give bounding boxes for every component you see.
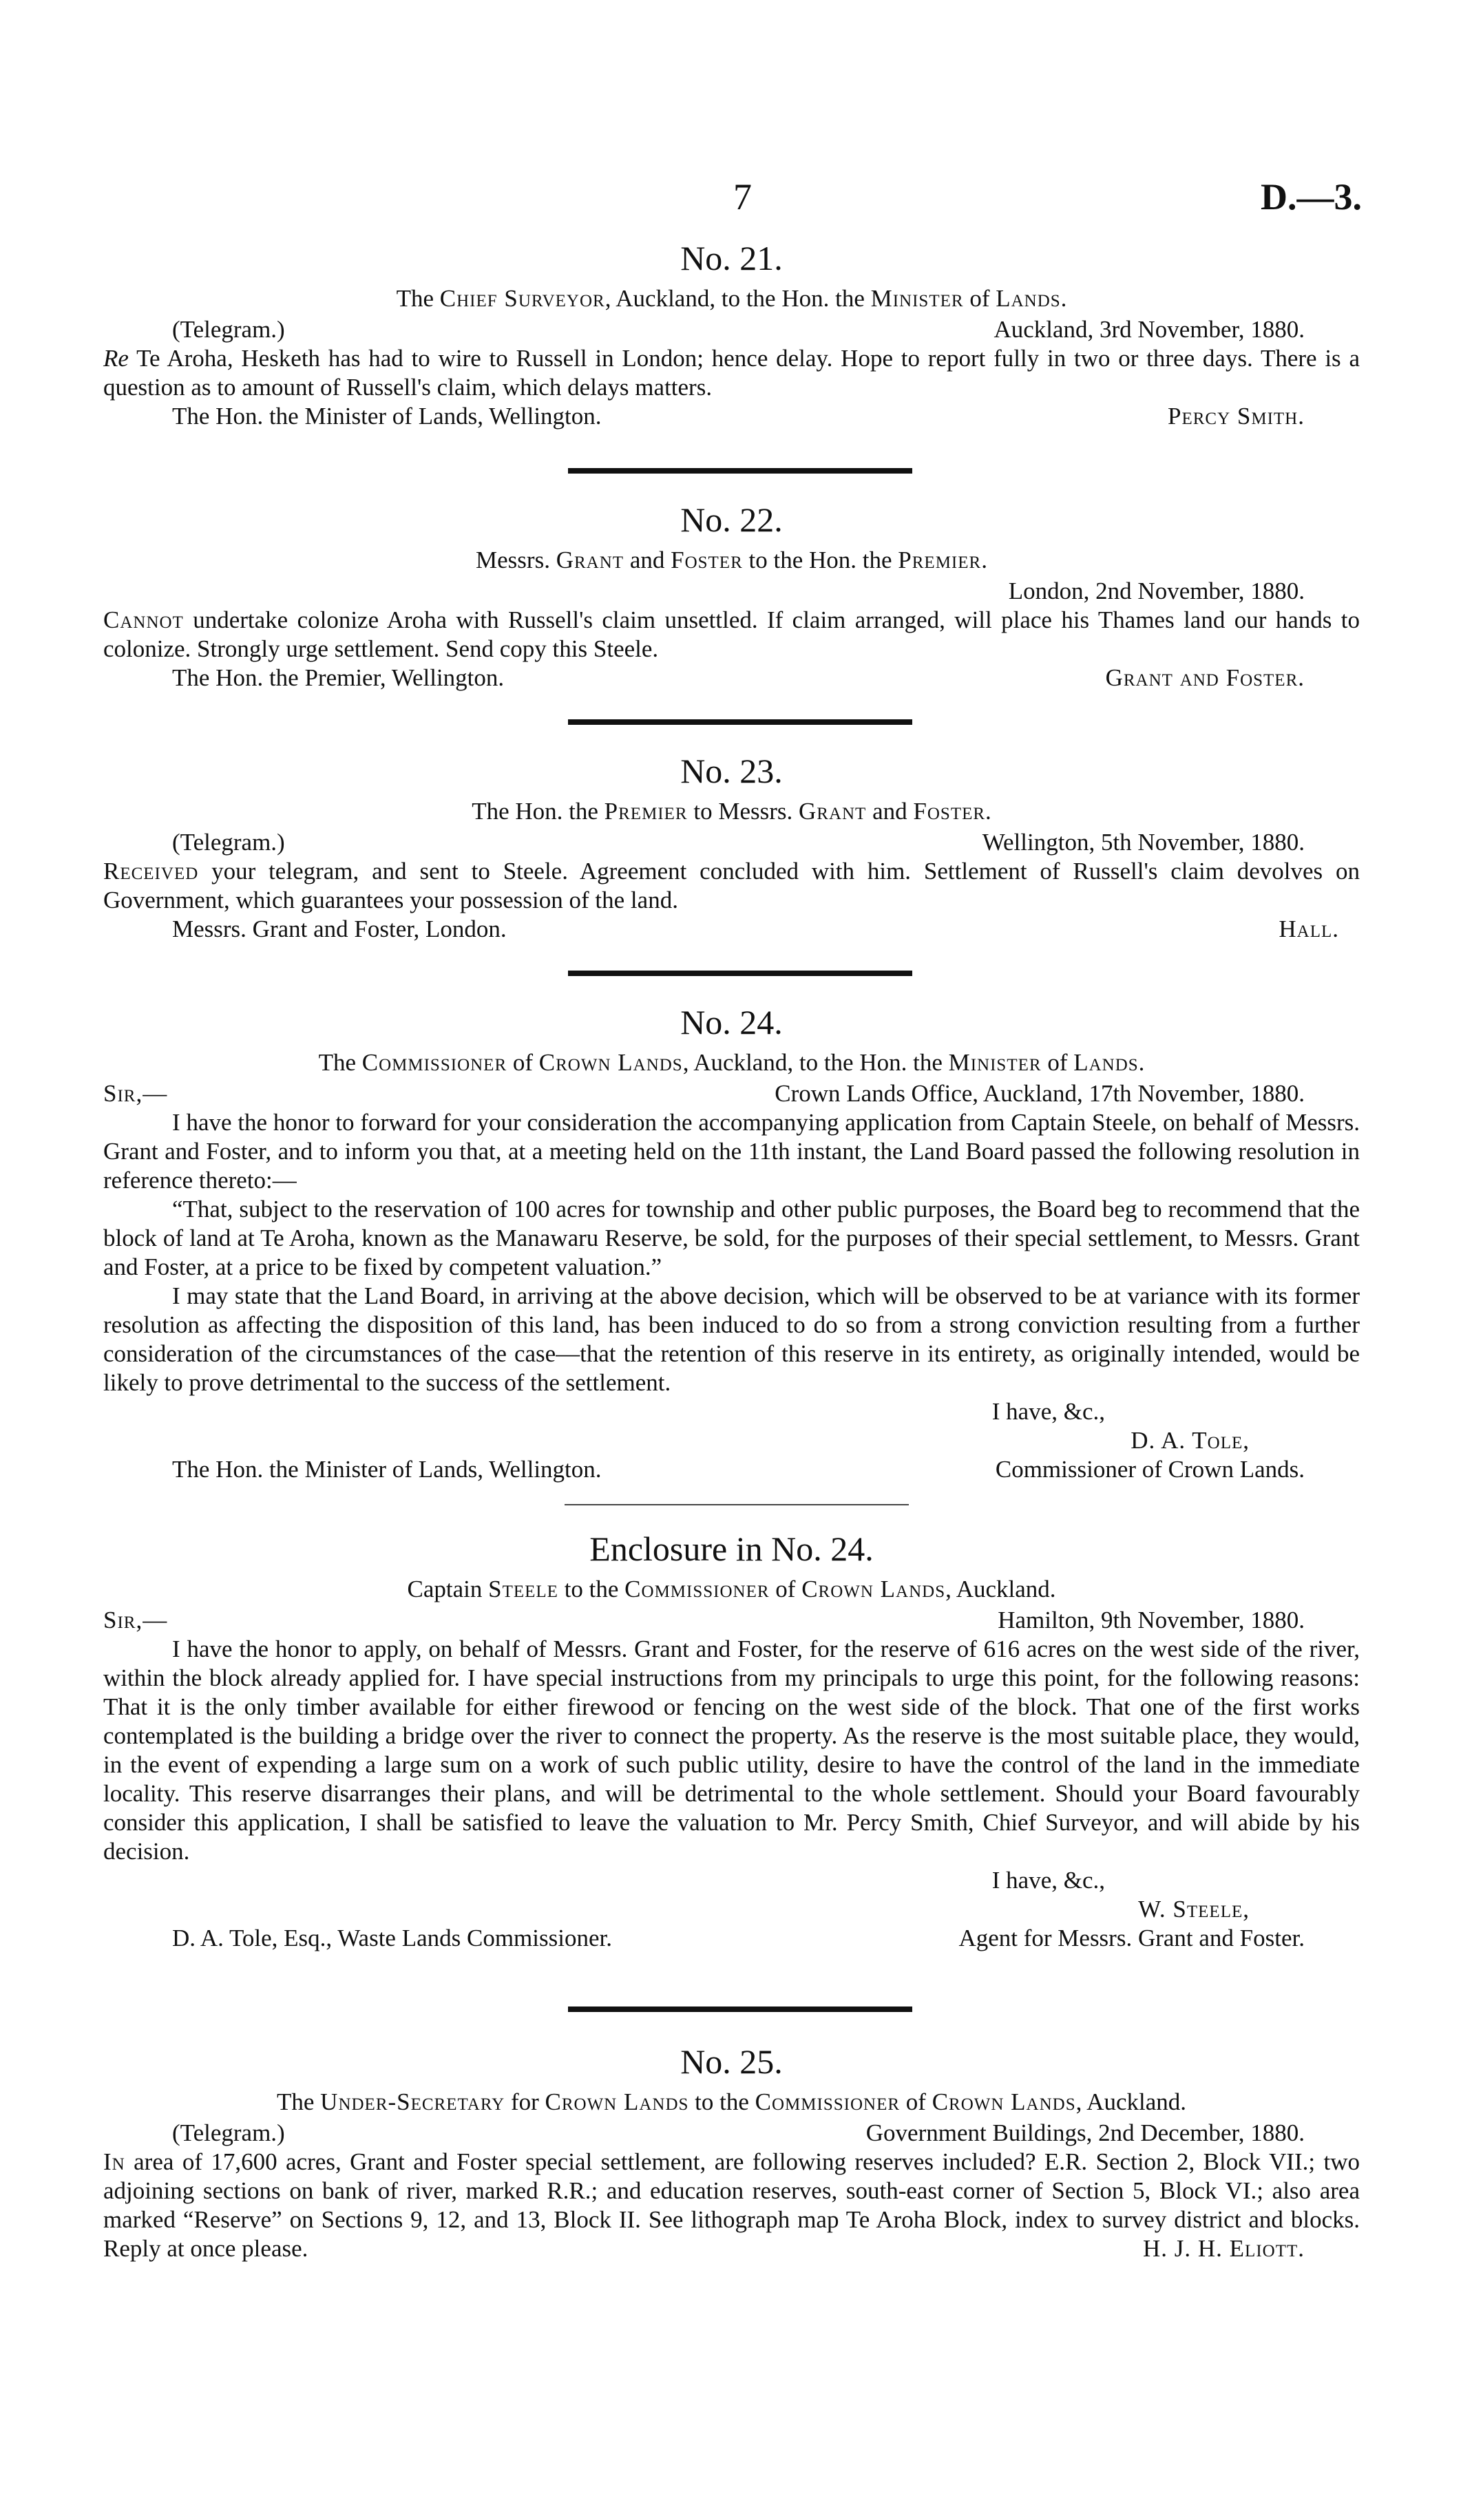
letter-paragraph-1: I have the honor to forward for your consideration the accompanying application from Captain Steele, on behalf of Messrs. Grant and Foster, and to inform you that, at a meeting held on the 11th instant, the Land Board passed the following resolution in reference thereto:— [103,1109,1360,1194]
section-no-22 [103,496,1360,692]
section-no-21 [103,234,1360,431]
signer-line [103,1426,1360,1455]
closing: I have, &c., [991,1398,1105,1425]
telegram-label: (Telegram.) [172,316,285,343]
section-subhead: The Commissioner of Crown Lands, Auckland, to the Hon. the Minister of Lands. [318,1049,1145,1076]
signature: H. J. H. Eliott. [1143,2235,1305,2262]
section-subhead: Captain Steele to the Commissioner of Crown Lands, Auckland. [407,1576,1056,1602]
document-reference: D.—3. [1261,176,1362,218]
salutation: Sir,— [103,1080,168,1107]
signature-line [103,2234,1360,2263]
place-date: Hamilton, 9th November, 1880. [998,1607,1305,1633]
signature-line [103,664,1360,692]
signature-line [103,1924,1360,1953]
place-date: London, 2nd November, 1880. [1008,578,1305,604]
letter-body: I have the honor to apply, on behalf of Messrs. Grant and Foster, for the reserve of 616 acres on the west side of the river, within the block already applied for. I have special instructions from my principals to urge this point, for the following reasons: That it is the only timber available for either firewood or fencing on the west side of the block. That one of the first works contemplated is the building a bridge over the river to connect the property. As the reserve is the most suitable place, they would, in the event of expending a large sum on a work of such public utility, desire to have the control of the land in the immediate locality. This reserve disarranges their plans, and will be detrimental to the whole settlement. Should your Board favourably consider this application, I shall be satisfied to leave the valuation to Mr. Percy Smith, Chief Surveyor, and will abide by his decision. [103,1635,1360,1865]
section-divider [568,971,912,976]
addressee: The Hon. the Minister of Lands, Wellington. [172,403,602,430]
addressee: The Hon. the Premier, Wellington. [172,664,505,691]
section-no-25 [103,2037,1360,2263]
place-date: Government Buildings, 2nd December, 1880. [865,2119,1305,2146]
dateline [103,1079,1360,1108]
signer-title: Agent for Messrs. Grant and Foster. [958,1925,1305,1951]
section-heading: No. 24. [680,1003,783,1041]
closing-line [103,1866,1360,1895]
signature: Grant and Foster. [1105,664,1305,691]
letter-paragraph-3: I may state that the Land Board, in arriving at the above decision, which will be observed to be at variance with its former resolution as affecting the disposition of this land, has been induced to do so from a strong conviction resulting from a further consideration of the circumstances of the case—that the retention of this reserve in its entirety, as originally intended, would be likely to prove detrimental to the success of the settlement. [103,1282,1360,1396]
place-date: Wellington, 5th November, 1880. [982,829,1305,856]
section-subhead: Messrs. Grant and Foster to the Hon. the Premier. [476,547,987,573]
section-subhead: The Chief Surveyor, Auckland, to the Hon. the Minister of Lands. [396,285,1067,312]
section-no-23 [103,747,1360,944]
message-body: Cannot undertake colonize Aroha with Russell's claim unsettled. If claim arranged, will place his Thames land our hands to colonize. Strongly urge settlement. Send copy this Steele. [103,606,1360,662]
section-divider [568,719,912,725]
section-divider [568,468,912,474]
addressee: Messrs. Grant and Foster, London. [172,915,507,942]
closing: I have, &c., [991,1867,1105,1894]
section-heading: No. 25. [680,2042,783,2081]
dateline [103,315,1360,344]
addressee: D. A. Tole, Esq., Waste Lands Commissioner. [172,1925,612,1951]
message-body: In area of 17,600 acres, Grant and Foster special settlement, are following reserves included? E.R. Section 2, Block VII.; two adjoining sections on bank of river, marked R.R.; and education reserves, south-east corner of Section 5, Block VI.; also area marked “Reserve” on Sections 9, 12, and 13, Block II. See lithograph map Te Aroha Block, index to survey district and blocks. Reply at once please. [103,2148,1360,2262]
dateline [103,577,1360,606]
letter-paragraph-2: “That, subject to the reservation of 100 acres for township and other public purposes, the Board beg to recommend that the block of land at Te Aroha, known as the Manawaru Reserve, be sold, for the purposes of their special settlement, to Messrs. Grant and Foster, at a price to be fixed by competent valuation.” [103,1196,1360,1280]
place-date: Auckland, 3rd November, 1880. [993,316,1305,343]
section-subhead: The Hon. the Premier to Messrs. Grant and Foster. [472,798,991,825]
telegram-label: (Telegram.) [172,829,285,856]
signature-line [103,915,1360,944]
dateline [103,2119,1360,2148]
signer-title: Commissioner of Crown Lands. [995,1456,1305,1483]
closing-line [103,1397,1360,1426]
section-heading: No. 22. [680,500,783,539]
section-divider [568,2007,912,2012]
section-enclosure-24 [103,1525,1360,1953]
telegram-label: (Telegram.) [172,2119,285,2146]
dateline [103,1606,1360,1635]
addressee: The Hon. the Minister of Lands, Wellington. [172,1456,602,1483]
signer: W. Steele, [1138,1896,1250,1923]
salutation: Sir,— [103,1607,168,1633]
page-number: 7 [733,176,752,218]
section-heading: Enclosure in No. 24. [589,1529,874,1568]
section-heading: No. 23. [680,752,783,790]
section-heading: No. 21. [680,239,783,277]
section-subhead: The Under-Secretary for Crown Lands to the Commissioner of Crown Lands, Auckland. [277,2088,1186,2115]
dateline [103,828,1360,857]
signer-line [103,1895,1360,1924]
enclosure-divider [565,1504,909,1505]
signature-line [103,402,1360,431]
message-body: Re Te Aroha, Hesketh has had to wire to Russell in London; hence delay. Hope to report fully in two or three days. There is a question as to amount of Russell's claim, which delays matters. [103,345,1360,401]
message-body: Received your telegram, and sent to Steele. Agreement concluded with him. Settlement of Russell's claim devolves on Government, which guarantees your possession of the land. [103,858,1360,913]
signature: Percy Smith. [1168,403,1305,430]
signature: Hall. [1279,915,1339,942]
signature-line [103,1455,1360,1484]
section-no-24 [103,998,1360,1484]
place-date: Crown Lands Office, Auckland, 17th November, 1880. [775,1080,1305,1107]
signer: D. A. Tole, [1131,1427,1250,1454]
